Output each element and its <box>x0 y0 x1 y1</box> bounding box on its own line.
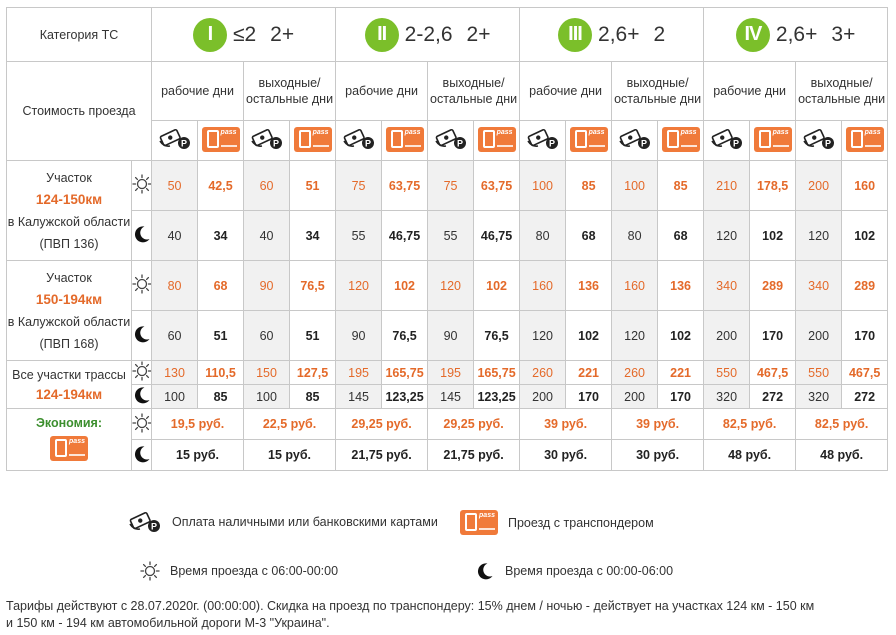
category-2-header <box>336 8 520 62</box>
t-pass-icon: pass <box>202 127 240 152</box>
t-pass-icon: pass <box>386 127 424 152</box>
fare-cell: 289 <box>842 261 888 311</box>
svg-text:P: P <box>548 138 555 149</box>
fare-cell: 63,75 <box>474 161 520 211</box>
fare-cell: 195 <box>428 361 474 385</box>
fare-cell: 34 <box>290 211 336 261</box>
sun-icon <box>132 274 152 294</box>
fare-cell: 170 <box>566 385 612 409</box>
fare-cell: 550 <box>796 361 842 385</box>
fare-cell: 221 <box>658 361 704 385</box>
economy-cell: 29,25 руб. <box>336 409 428 440</box>
economy-cell: 82,5 руб. <box>704 409 796 440</box>
fare-cell: 165,75 <box>474 361 520 385</box>
fare-cell: 320 <box>704 385 750 409</box>
day-type-header: рабочие дни <box>520 62 612 121</box>
cost-label: Стоимость проезда <box>7 62 152 161</box>
fare-cell: 80 <box>152 261 198 311</box>
economy-cell: 30 руб. <box>520 440 612 471</box>
economy-label: Экономия: pass <box>7 409 132 471</box>
fare-cell: 160 <box>612 261 658 311</box>
day-type-header: выходные/ остальные дни <box>796 62 888 121</box>
fare-cell: 60 <box>152 311 198 361</box>
economy-cell: 15 руб. <box>244 440 336 471</box>
day-type-header: рабочие дни <box>704 62 796 121</box>
fare-cell: 75 <box>428 161 474 211</box>
fare-cell: 50 <box>152 161 198 211</box>
category-badge: I <box>193 18 227 52</box>
moon-icon <box>132 385 152 405</box>
legend-day-text: Время проезда с 06:00-00:00 <box>170 564 339 578</box>
fare-cell: 90 <box>244 261 290 311</box>
moon-icon <box>132 324 152 344</box>
fare-cell: 102 <box>750 211 796 261</box>
t-pass-icon: pass <box>50 436 88 461</box>
sun-icon <box>132 361 152 381</box>
fare-cell: 68 <box>658 211 704 261</box>
category-1-header <box>152 8 336 62</box>
economy-cell: 29,25 руб. <box>428 409 520 440</box>
economy-cell: 30 руб. <box>612 440 704 471</box>
fare-cell: 110,5 <box>198 361 244 385</box>
fare-cell: 60 <box>244 311 290 361</box>
category-badge: IV <box>736 18 770 52</box>
svg-text:P: P <box>272 138 279 149</box>
svg-text:P: P <box>456 138 463 149</box>
fare-cell: 100 <box>520 161 566 211</box>
category-axles: 3+ <box>831 22 856 46</box>
fare-cell: 178,5 <box>750 161 796 211</box>
fare-cell: 76,5 <box>290 261 336 311</box>
category-height: 2,6+ <box>598 22 640 46</box>
fare-cell: 136 <box>658 261 704 311</box>
note-line-2: и 150 км - 194 км автомобильной дороги М-3 "Украина". <box>6 616 330 630</box>
cash-card-icon <box>158 127 192 151</box>
category-axles: 2+ <box>270 22 295 46</box>
fare-cell: 85 <box>290 385 336 409</box>
fare-cell: 221 <box>566 361 612 385</box>
svg-text:P: P <box>180 138 187 149</box>
sun-icon <box>132 174 152 194</box>
t-pass-icon: pass <box>294 127 332 152</box>
category-height: ≤2 <box>232 22 257 46</box>
fare-cell: 200 <box>520 385 566 409</box>
fare-cell: 145 <box>336 385 382 409</box>
fare-cell: 102 <box>382 261 428 311</box>
category-badge: II <box>365 18 399 52</box>
fare-cell: 90 <box>428 311 474 361</box>
day-type-header: выходные/ остальные дни <box>428 62 520 121</box>
economy-cell: 39 руб. <box>520 409 612 440</box>
cash-card-icon <box>802 127 836 151</box>
fare-cell: 123,25 <box>382 385 428 409</box>
cash-card-icon <box>342 127 376 151</box>
t-pass-icon: pass <box>570 127 608 152</box>
moon-icon <box>475 561 495 581</box>
fare-cell: 102 <box>566 311 612 361</box>
fare-cell: 210 <box>704 161 750 211</box>
fare-cell: 100 <box>612 161 658 211</box>
economy-cell: 82,5 руб. <box>796 409 888 440</box>
cash-card-icon <box>250 127 284 151</box>
category-height: 2-2,6 <box>404 22 453 46</box>
fare-cell: 200 <box>796 311 842 361</box>
category-axles: 2+ <box>466 22 491 46</box>
economy-cell: 48 руб. <box>796 440 888 471</box>
cash-card-icon <box>434 127 468 151</box>
sun-icon <box>140 561 160 581</box>
economy-cell: 22,5 руб. <box>244 409 336 440</box>
t-pass-icon: pass <box>754 127 792 152</box>
t-pass-icon: pass <box>662 127 700 152</box>
fare-cell: 85 <box>658 161 704 211</box>
fare-cell: 90 <box>336 311 382 361</box>
fare-cell: 80 <box>612 211 658 261</box>
note-line-1: Тарифы действуют с 28.07.2020г. (00:00:00). Скидка на проезд по транспондеру: 15% днем / ночью - действует на участках 124 км - 150 км <box>6 599 815 613</box>
fare-cell: 150 <box>244 361 290 385</box>
day-type-header: рабочие дни <box>336 62 428 121</box>
fare-cell: 136 <box>566 261 612 311</box>
category-3-header <box>520 8 704 62</box>
svg-text:P: P <box>364 138 371 149</box>
sun-icon <box>132 413 152 433</box>
fare-cell: 145 <box>428 385 474 409</box>
fare-cell: 34 <box>198 211 244 261</box>
fare-cell: 467,5 <box>750 361 796 385</box>
cash-card-icon <box>526 127 560 151</box>
svg-text:P: P <box>732 138 739 149</box>
legend-night-text: Время проезда с 00:00-06:00 <box>505 564 674 578</box>
cash-card-icon <box>710 127 744 151</box>
fare-cell: 51 <box>290 161 336 211</box>
fare-cell: 40 <box>152 211 198 261</box>
fare-cell: 467,5 <box>842 361 888 385</box>
fare-cell: 100 <box>152 385 198 409</box>
fare-cell: 200 <box>796 161 842 211</box>
tariff-note <box>6 598 886 632</box>
fare-cell: 120 <box>612 311 658 361</box>
fare-cell: 60 <box>244 161 290 211</box>
cash-card-icon <box>128 510 162 534</box>
economy-cell: 19,5 руб. <box>152 409 244 440</box>
day-type-header: рабочие дни <box>152 62 244 121</box>
fare-cell: 160 <box>842 161 888 211</box>
svg-text:P: P <box>150 521 158 532</box>
day-type-header: выходные/ остальные дни <box>612 62 704 121</box>
fare-cell: 40 <box>244 211 290 261</box>
fare-cell: 160 <box>520 261 566 311</box>
legend-day <box>140 561 338 581</box>
economy-cell: 39 руб. <box>612 409 704 440</box>
fare-cell: 170 <box>842 311 888 361</box>
moon-icon <box>132 444 152 464</box>
section-label: Участок 124-150км в Калужской области (ПВП 136) <box>7 161 132 261</box>
fare-cell: 63,75 <box>382 161 428 211</box>
legend-transponder-text: Проезд с транспондером <box>508 515 654 530</box>
fare-cell: 76,5 <box>382 311 428 361</box>
category-4-header <box>704 8 888 62</box>
fare-cell: 68 <box>198 261 244 311</box>
fare-cell: 68 <box>566 211 612 261</box>
fare-cell: 85 <box>566 161 612 211</box>
economy-cell: 21,75 руб. <box>336 440 428 471</box>
fare-cell: 170 <box>658 385 704 409</box>
category-axles: 2 <box>653 22 666 46</box>
fare-cell: 320 <box>796 385 842 409</box>
fare-cell: 260 <box>612 361 658 385</box>
tariff-table <box>6 7 888 471</box>
fare-cell: 46,75 <box>474 211 520 261</box>
moon-icon <box>132 224 152 244</box>
t-pass-icon: pass <box>846 127 884 152</box>
section-label: Все участки трассы 124-194км <box>7 361 132 409</box>
fare-cell: 100 <box>244 385 290 409</box>
t-pass-icon: pass <box>478 127 516 152</box>
category-badge: III <box>558 18 592 52</box>
fare-cell: 123,25 <box>474 385 520 409</box>
svg-text:P: P <box>640 138 647 149</box>
fare-cell: 272 <box>842 385 888 409</box>
section-label: Участок 150-194км в Калужской области (ПВП 168) <box>7 261 132 361</box>
economy-cell: 48 руб. <box>704 440 796 471</box>
fare-cell: 51 <box>198 311 244 361</box>
cash-card-icon <box>618 127 652 151</box>
economy-cell: 15 руб. <box>152 440 244 471</box>
fare-cell: 80 <box>520 211 566 261</box>
fare-cell: 120 <box>428 261 474 311</box>
legend-cash-text: Оплата наличными или банковскими картами <box>172 515 438 529</box>
fare-cell: 260 <box>520 361 566 385</box>
fare-cell: 272 <box>750 385 796 409</box>
category-label: Категория ТС <box>7 8 152 62</box>
fare-cell: 170 <box>750 311 796 361</box>
fare-cell: 85 <box>198 385 244 409</box>
fare-cell: 340 <box>796 261 842 311</box>
t-pass-icon: pass <box>460 510 498 535</box>
fare-cell: 75 <box>336 161 382 211</box>
fare-cell: 289 <box>750 261 796 311</box>
legend-cash <box>128 510 438 534</box>
fare-cell: 200 <box>612 385 658 409</box>
day-type-header: выходные/ остальные дни <box>244 62 336 121</box>
fare-cell: 550 <box>704 361 750 385</box>
fare-cell: 46,75 <box>382 211 428 261</box>
fare-cell: 120 <box>704 211 750 261</box>
fare-cell: 165,75 <box>382 361 428 385</box>
fare-cell: 195 <box>336 361 382 385</box>
legend-night <box>475 561 673 581</box>
fare-cell: 42,5 <box>198 161 244 211</box>
economy-cell: 21,75 руб. <box>428 440 520 471</box>
fare-cell: 55 <box>336 211 382 261</box>
legend-transponder <box>460 510 654 535</box>
fare-cell: 120 <box>336 261 382 311</box>
fare-cell: 102 <box>842 211 888 261</box>
fare-cell: 51 <box>290 311 336 361</box>
fare-cell: 102 <box>658 311 704 361</box>
fare-cell: 200 <box>704 311 750 361</box>
fare-cell: 55 <box>428 211 474 261</box>
fare-cell: 102 <box>474 261 520 311</box>
svg-text:P: P <box>824 138 831 149</box>
category-height: 2,6+ <box>775 22 818 46</box>
fare-cell: 130 <box>152 361 198 385</box>
fare-cell: 120 <box>796 211 842 261</box>
fare-cell: 120 <box>520 311 566 361</box>
fare-cell: 76,5 <box>474 311 520 361</box>
fare-cell: 127,5 <box>290 361 336 385</box>
fare-cell: 340 <box>704 261 750 311</box>
